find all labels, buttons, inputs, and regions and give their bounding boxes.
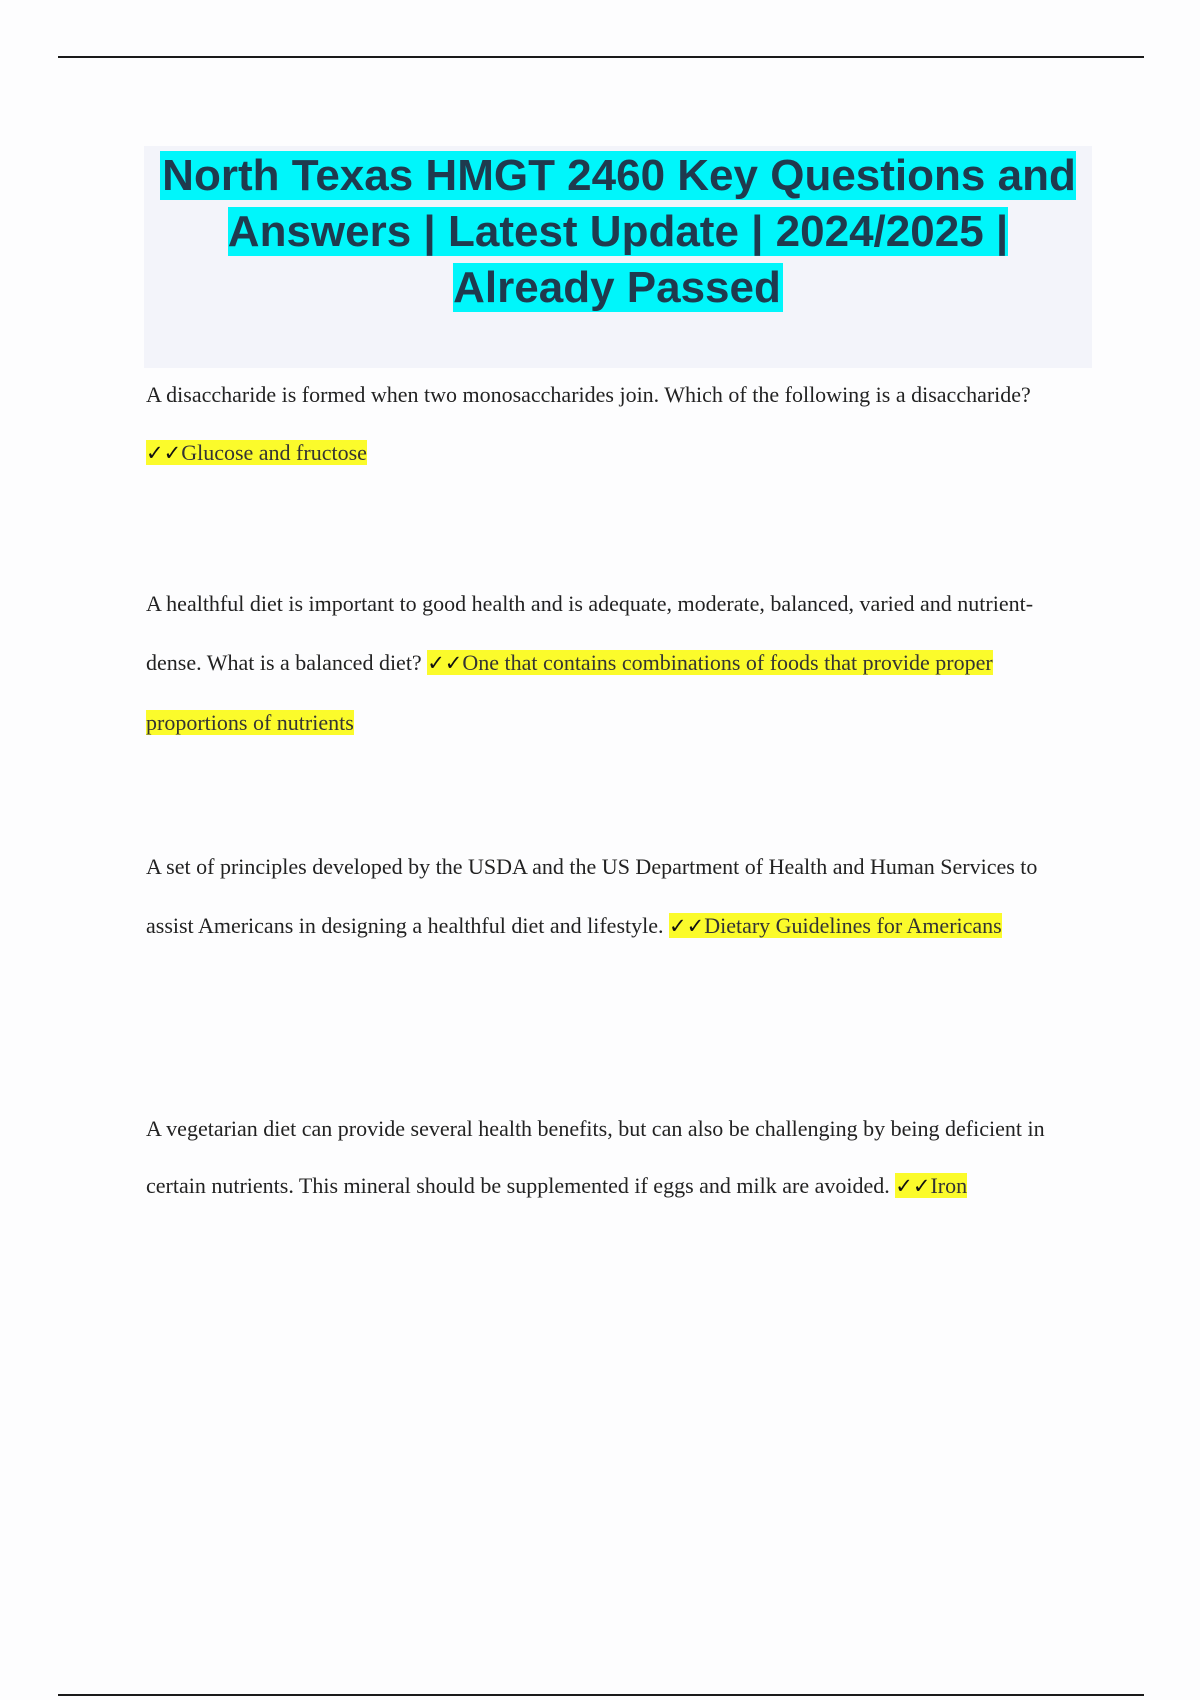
answer-3	[669, 913, 1002, 938]
answer-text-4: Iron	[930, 1173, 968, 1198]
answer-text-2: One that contains combinations of foods that provide proper proportions of nutrients	[146, 650, 993, 735]
document-title-text: North Texas HMGT 2460 Key Questions and Answers | Latest Update | 2024/2025 | Already Passed	[162, 151, 1076, 312]
document-title	[144, 146, 1092, 316]
double-check-icon: ✓✓	[669, 914, 705, 938]
question-text-3: A set of principles developed by the USDA and the US Department of Health and Human Services to assist Americans in designing a healthful diet and lifestyle.	[146, 854, 1038, 938]
qa-item-3	[146, 837, 1086, 956]
footer-rule	[58, 1694, 1144, 1696]
title-block	[144, 146, 1092, 368]
answer-1	[146, 440, 367, 465]
qa-item-2	[146, 574, 1086, 752]
qa-item-1	[146, 366, 1086, 482]
question-text-1: A disaccharide is formed when two monosaccharides join. Which of the following is a disaccharide?	[146, 382, 1031, 407]
double-check-icon: ✓✓	[427, 651, 463, 675]
double-check-icon: ✓✓	[895, 1174, 931, 1198]
question-text-2: A healthful diet is important to good health and is adequate, moderate, balanced, varied and nutrient-dense. What is a balanced diet?	[146, 591, 1034, 675]
double-check-icon: ✓✓	[146, 441, 182, 465]
answer-4	[895, 1173, 967, 1198]
answer-text-3: Dietary Guidelines for Americans	[704, 913, 1002, 938]
qa-item-4	[146, 1100, 1086, 1215]
header-rule	[58, 56, 1144, 58]
answer-text-1: Glucose and fructose	[181, 440, 367, 465]
question-text-4: A vegetarian diet can provide several health benefits, but can also be challenging by being deficient in certain nutrients. This mineral should be supplemented if eggs and milk are avoided.	[146, 1116, 1045, 1198]
